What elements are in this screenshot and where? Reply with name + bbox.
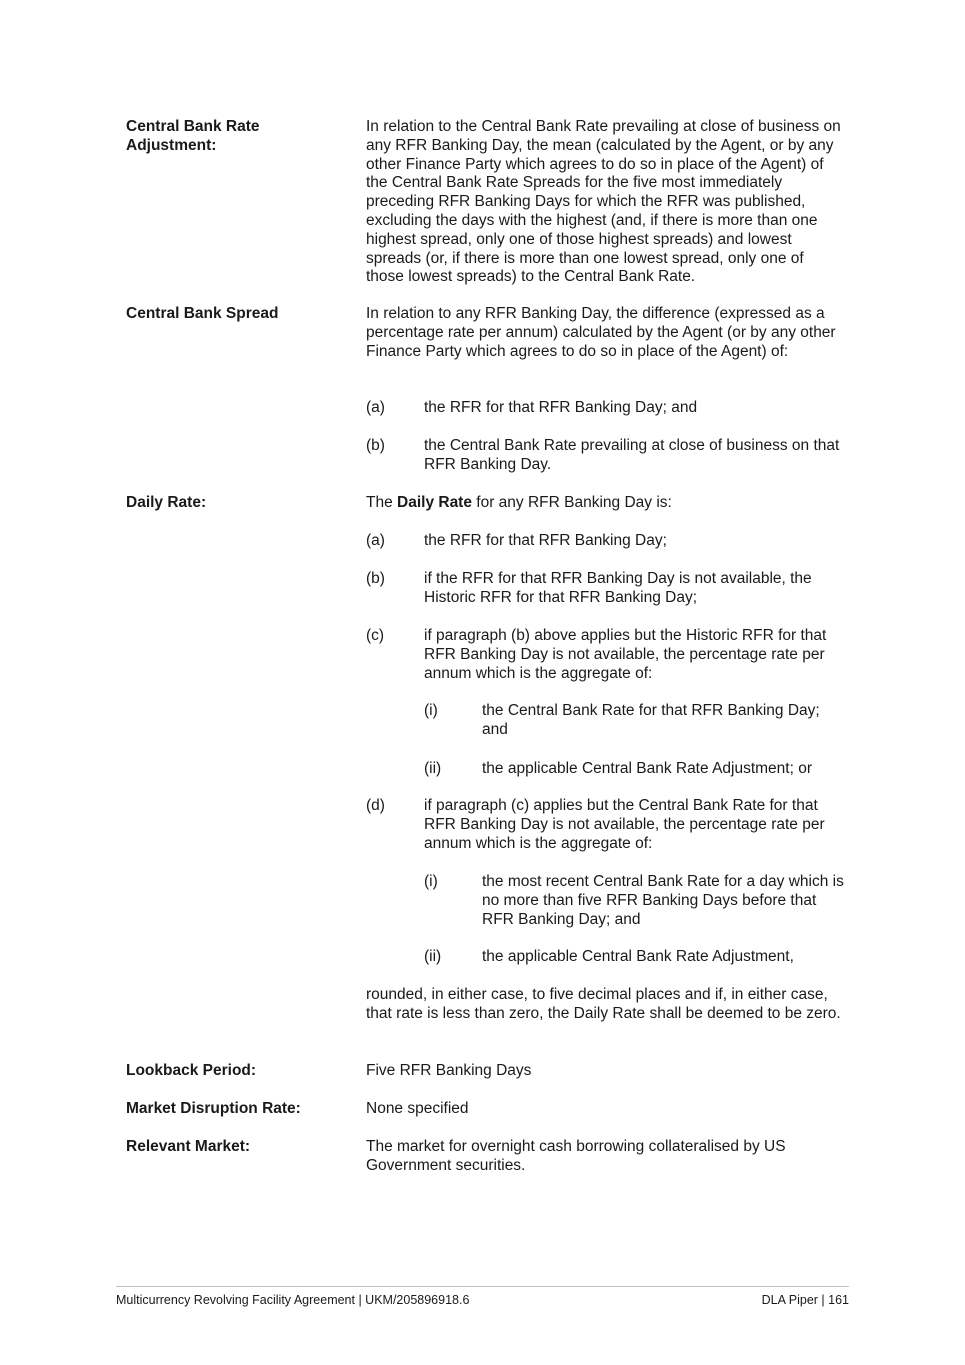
sublist-item: the applicable Central Bank Rate Adjustment; or: [482, 760, 812, 777]
list-marker: (a): [366, 399, 385, 416]
term-relevant-market: Relevant Market:: [126, 1138, 251, 1155]
sublist-item: the most recent Central Bank Rate for a day which is no more than five RFR Banking Days before that RFR Banking Day; and: [482, 873, 844, 928]
list-item: the RFR for that RFR Banking Day; and: [424, 399, 698, 416]
list-item: if paragraph (b) above applies but the Historic RFR for that RFR Banking Day is not available, the percentage rate per annum which is the aggregate of:: [424, 627, 827, 682]
term-daily-rate: Daily Rate:: [126, 494, 207, 511]
list-marker: (b): [366, 437, 385, 454]
sublist-marker: (ii): [424, 760, 442, 777]
list-marker: (d): [366, 797, 385, 814]
footer-document-reference: Multicurrency Revolving Facility Agreement | UKM/205896918.6: [116, 1293, 470, 1307]
intro-suffix: for any RFR Banking Day is:: [471, 494, 672, 511]
daily-rate-closing: rounded, in either case, to five decimal places and if, in either case, that rate is less than zero, the Daily Rate shall be deemed to be zero.: [366, 986, 841, 1022]
definition-lookback-period: Five RFR Banking Days: [366, 1062, 532, 1079]
sublist-marker: (i): [424, 702, 438, 719]
list-marker: (b): [366, 570, 385, 587]
list-marker: (a): [366, 532, 385, 549]
list-marker: (c): [366, 627, 385, 644]
sublist-item: the applicable Central Bank Rate Adjustment,: [482, 948, 794, 965]
term-lookback-period: Lookback Period:: [126, 1062, 257, 1079]
list-item: if the RFR for that RFR Banking Day is not available, the Historic RFR for that RFR Banking Day;: [424, 570, 812, 606]
definition-central-bank-spread: In relation to any RFR Banking Day, the difference (expressed as a percentage rate per annum) calculated by the Agent (or by any other Finance Party which agrees to do so in place of the Agent) of:: [366, 305, 836, 360]
definition-market-disruption-rate: None specified: [366, 1100, 469, 1117]
sublist-marker: (ii): [424, 948, 442, 965]
footer-divider: [116, 1286, 849, 1287]
footer-page-number: DLA Piper | 161: [761, 1293, 849, 1307]
definition-central-bank-rate-adjustment: In relation to the Central Bank Rate prevailing at close of business on any RFR Banking Day, the mean (calculated by the Agent, or by any other Finance Party which agrees to do so in place of the Agent) of the Central Bank Rate Spreads for the five most immediately preceding RFR Banking Days for which the RFR was published, excluding the days with the highest (and, if there is more than one highest spread, only one of those highest spreads) and lowest spreads (or, if there is more than one lowest spread, only one of those lowest spreads) to the Central Bank Rate.: [366, 118, 841, 286]
term-central-bank-spread: Central Bank Spread: [126, 305, 279, 322]
term-central-bank-rate-adjustment: Central Bank Rate Adjustment:: [126, 118, 260, 154]
intro-prefix: The: [366, 494, 398, 511]
sublist-item: the Central Bank Rate for that RFR Banking Day; and: [482, 702, 820, 738]
list-item: the RFR for that RFR Banking Day;: [424, 532, 667, 549]
definition-relevant-market: The market for overnight cash borrowing collateralised by US Government securities.: [366, 1138, 786, 1174]
term-market-disruption-rate: Market Disruption Rate:: [126, 1100, 301, 1117]
defined-term-daily-rate: Daily Rate: [397, 494, 472, 511]
sublist-marker: (i): [424, 873, 438, 890]
definition-daily-rate-intro: [366, 494, 844, 513]
list-item: if paragraph (c) applies but the Central Bank Rate for that RFR Banking Day is not available, the percentage rate per annum which is the aggregate of:: [424, 797, 825, 852]
list-item: the Central Bank Rate prevailing at close of business on that RFR Banking Day.: [424, 437, 840, 473]
